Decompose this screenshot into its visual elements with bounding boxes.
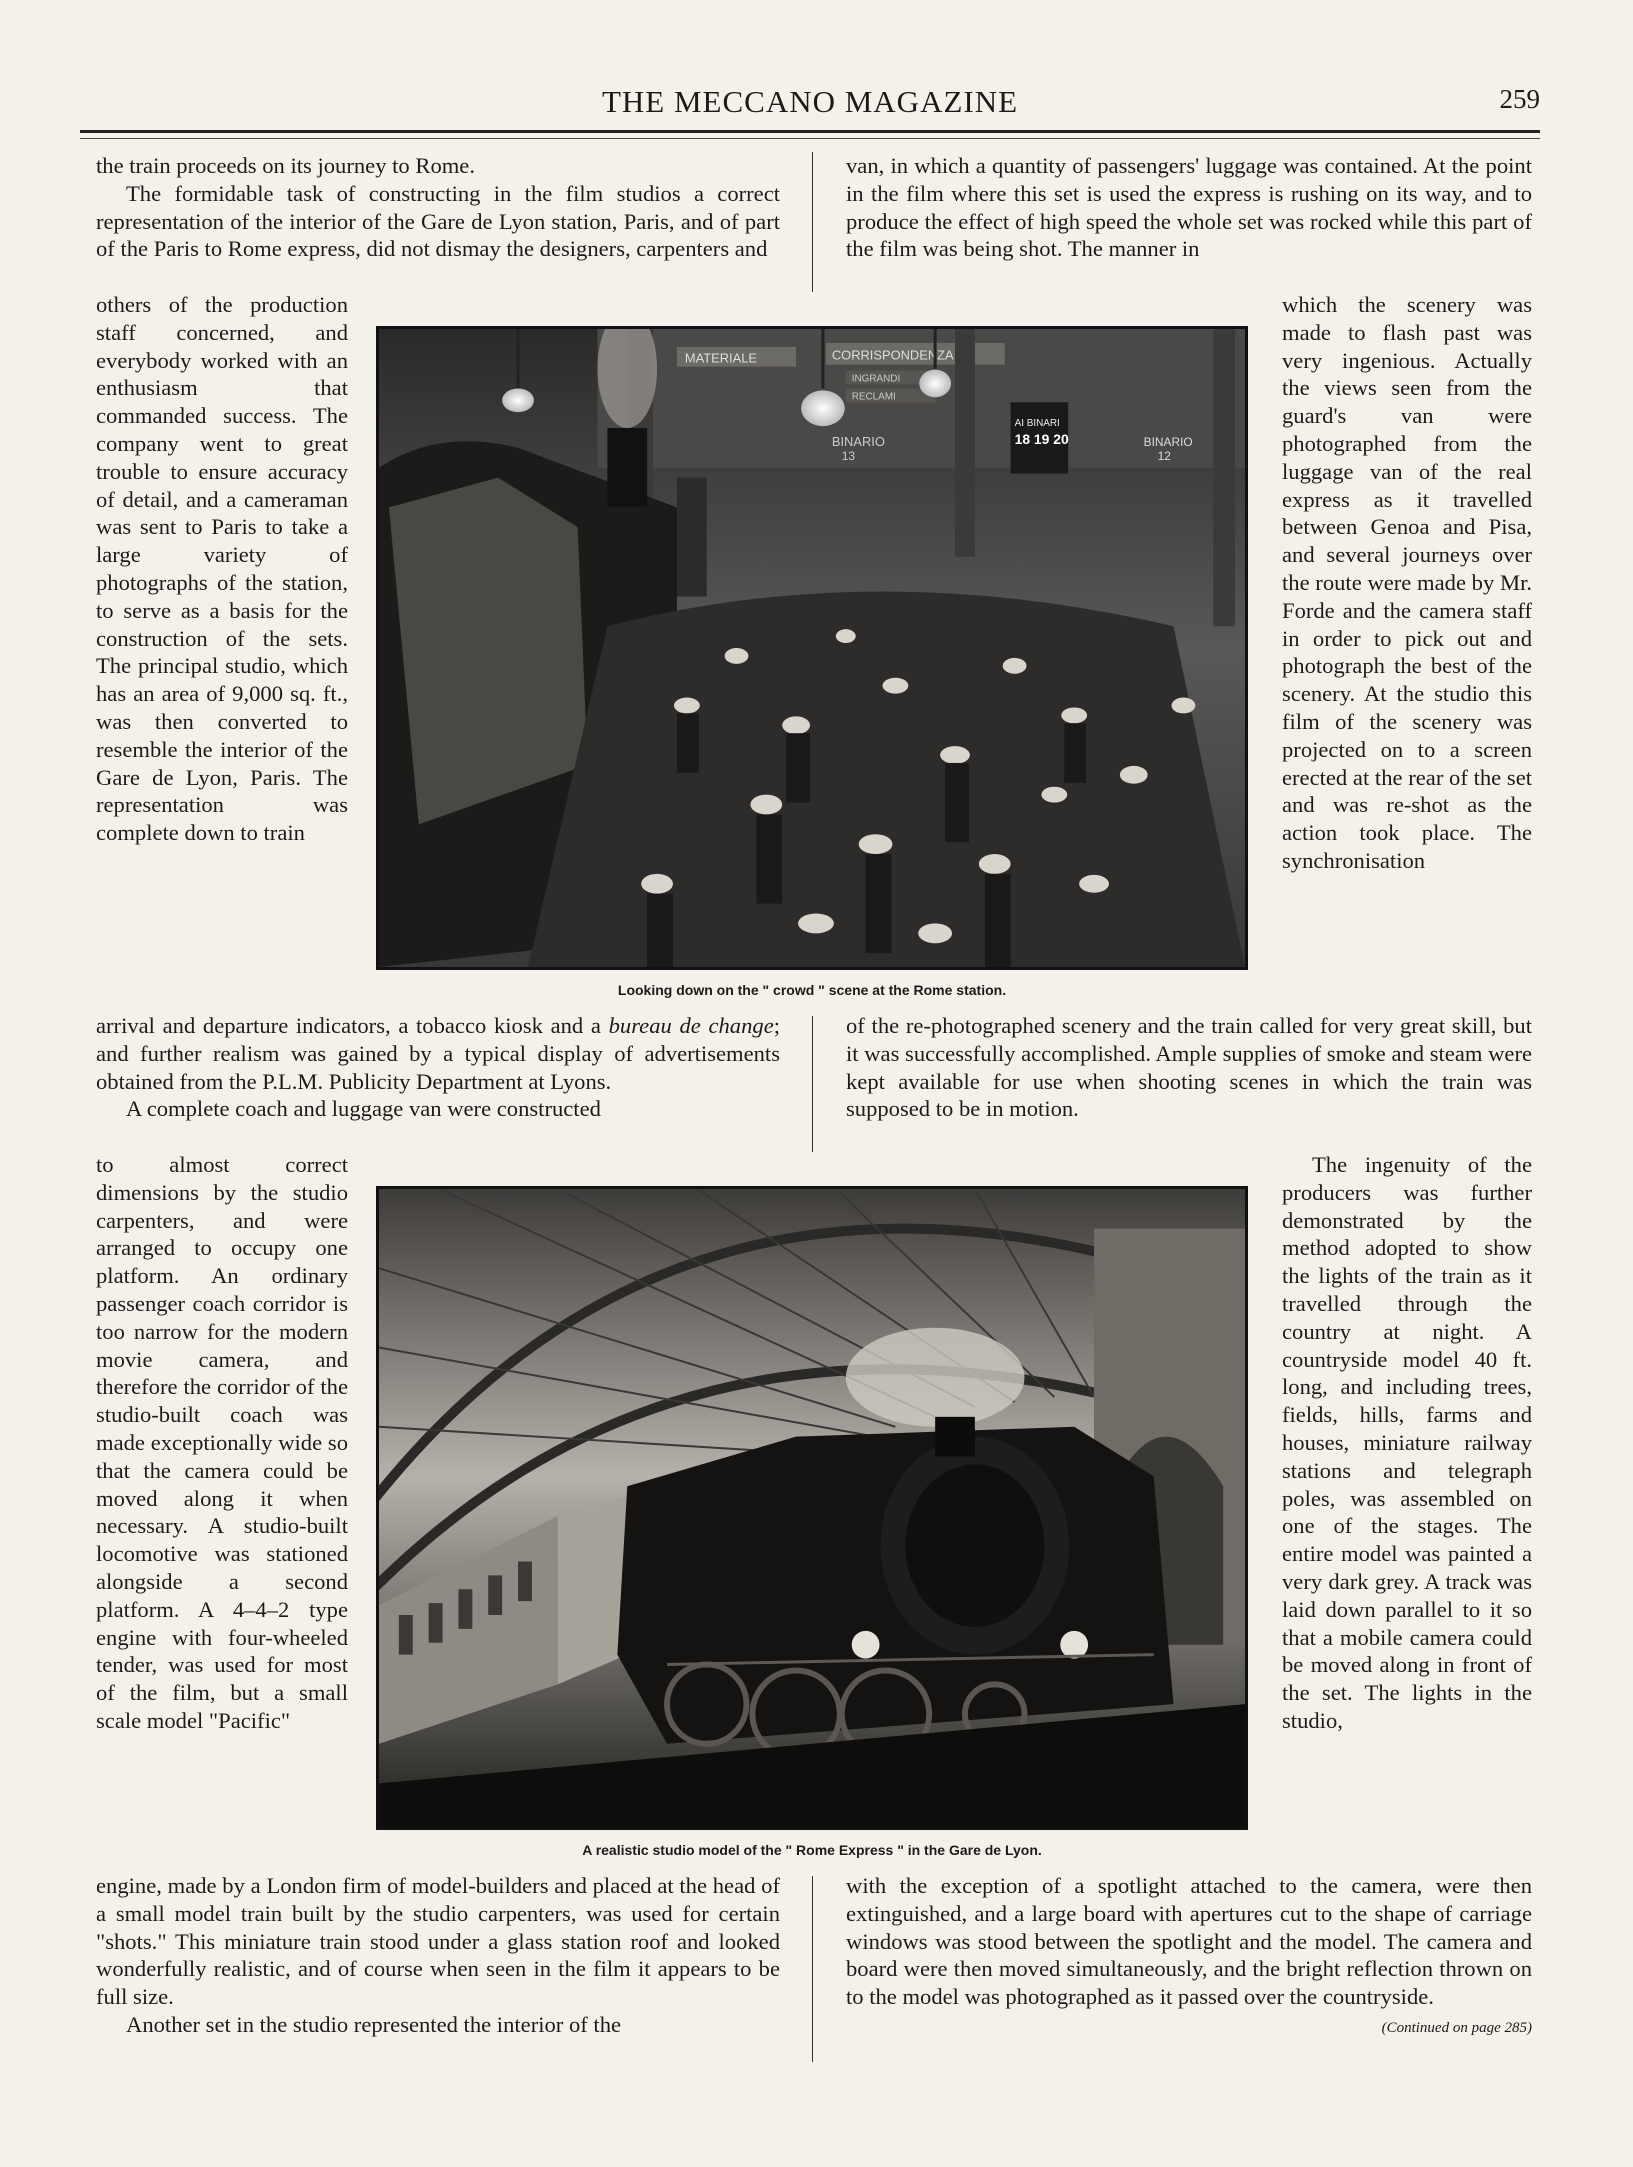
top-right-text <box>846 152 1532 263</box>
paragraph: The ingenuity of the producers was further demonstrated by the method adopted to show the lights of the train as it travelled through the country at night. A countryside model 40 ft. long, and including trees, fields, hills, farms and houses, miniature railway stations and telegraph poles, was assembled on one of the stages. The entire model was painted a very dark grey. A track was laid down parallel to it so that a mobile camera could be moved along in front of the set. The lights in the studio, <box>1282 1152 1532 1733</box>
italic-term: bureau de change <box>608 1013 774 1038</box>
paragraph <box>96 1012 780 1095</box>
text-segment: ; and further realism was gained by a typical display of advertisements obtained from the P.L.M. Publicity Department at Lyons. <box>96 1013 780 1094</box>
sign-binario-right-number: 12 <box>1157 448 1171 463</box>
paragraph: A complete coach and luggage van were constructed <box>126 1096 601 1122</box>
paragraph: van, in which a quantity of passengers' luggage was contained. At the point in the film where this set is used the express is rushing on its way, and to produce the effect of high speed the whole set was rocked while this part of the film was being shot. The manner in <box>846 153 1532 262</box>
paragraph: which the scenery was made to flash past was very ingenious. Actually the views seen from the guard's van were photographed from the luggage van of the real express as it travelled between Genoa and Pisa, and several journeys over the route were made by Mr. Forde and the camera staff in order to pick out and photograph the best of the scenery. At the studio this film of the scenery was projected on to a screen erected at the rear of the set and was re-shot as the action took place. The synchronisation <box>1282 292 1532 873</box>
text-segment: with the exception of a spotlight attached to the camera, were then extinguished, and a large board with apertures cut to the shape of carriage windows was stood between the spotlight and the model. The camera and board were then moved simultaneously, and the bright reflection thrown on to the model was photographed as it passed over the countryside. <box>846 1873 1532 2010</box>
paragraph: to almost correct dimensions by the studio carpenters, and were arranged to occupy one platform. An ordinary passenger coach corridor is too narrow for the modern movie camera, and therefore the corridor of the studio-built coach was made exceptionally wide so that the camera could be moved along it when necessary. A studio-built locomotive was stationed alongside a second platform. A 4–4–2 type engine with four-wheeled tender, was used for most of the film, but a small scale model "Pacific" <box>96 1152 348 1733</box>
sign-ingrandi: INGRANDI <box>851 373 901 385</box>
column-rule <box>812 1016 813 1152</box>
sign-platforms: 18 19 20 <box>1014 430 1069 447</box>
sign-binario-number: 13 <box>841 448 856 463</box>
sign-reclami: RECLAMI <box>851 391 896 403</box>
sign-binario-right: BINARIO <box>1143 434 1193 449</box>
left-wrap-text-1 <box>96 291 348 847</box>
sign-binario: BINARIO <box>831 433 885 449</box>
paragraph: the train proceeds on its journey to Rome. <box>96 153 475 178</box>
bottom-left-text <box>96 1872 780 2039</box>
photo-2-caption: A realistic studio model of the " Rome Express " in the Gare de Lyon. <box>582 1842 1042 1858</box>
text-segment: arrival and departure indicators, a tobacco kiosk and a <box>96 1013 601 1038</box>
photo-rome-express-model <box>376 1186 1248 1830</box>
mid-right-text <box>846 1012 1532 1123</box>
column-rule <box>812 152 813 292</box>
mid-left-text <box>96 1012 780 1123</box>
bottom-right-text <box>846 1872 1532 2043</box>
magazine-title: THE MECCANO MAGAZINE <box>601 84 1019 119</box>
rome-express-image <box>379 1189 1245 1827</box>
paragraph: of the re-photographed scenery and the train called for very great skill, but it was successfully accomplished. Ample supplies of smoke and steam were kept available for use when shooting scenes in which the train was supposed to be in motion. <box>846 1013 1532 1122</box>
right-wrap-text-1 <box>1282 291 1532 875</box>
left-wrap-text-2 <box>96 1151 348 1735</box>
paragraph: engine, made by a London firm of model-builders and placed at the head of a small model train built by the studio carpenters, was used for certain "shots." This miniature train stood under a glass station roof and looked wonderfully realistic, and of course when seen in the film it appears to be full size. <box>96 1873 780 2010</box>
header-rule <box>80 130 1540 139</box>
right-wrap-text-2 <box>1282 1151 1532 1735</box>
photo-crowd-scene <box>376 326 1248 970</box>
paragraph: others of the production staff concerned, and everybody worked with an enthusiasm that commanded success. The company went to great trouble to ensure accuracy of detail, and a cameraman was sent to Paris to take a large variety of photographs of the station, to serve as a basis for the construction of the sets. The principal studio, which has an area of 9,000 sq. ft., was then converted to resemble the interior of the Gare de Lyon, Paris. The representation was complete down to train <box>96 292 348 846</box>
page-number: 259 <box>1499 84 1540 114</box>
paragraph <box>846 1872 1532 2036</box>
crowd-scene-image <box>379 329 1245 967</box>
sign-materiale: MATERIALE <box>684 350 758 366</box>
page-header <box>80 84 1540 130</box>
continued-note: (Continued on page 285) <box>1381 2019 1532 2036</box>
top-left-text <box>96 152 780 263</box>
photo-1-caption: Looking down on the " crowd " scene at the Rome station. <box>617 982 1007 998</box>
paragraph: The formidable task of constructing in the film studios a correct representation of the interior of the Gare de Lyon station, Paris, and of part of the Paris to Rome express, did not dismay the designers, carpenters and <box>96 180 780 262</box>
paragraph: Another set in the studio represented the interior of the <box>126 2011 622 2037</box>
sign-corrispondenza: CORRISPONDENZA <box>831 347 954 363</box>
column-rule <box>812 1876 813 2062</box>
sign-ai-binari: AI BINARI <box>1014 418 1060 430</box>
